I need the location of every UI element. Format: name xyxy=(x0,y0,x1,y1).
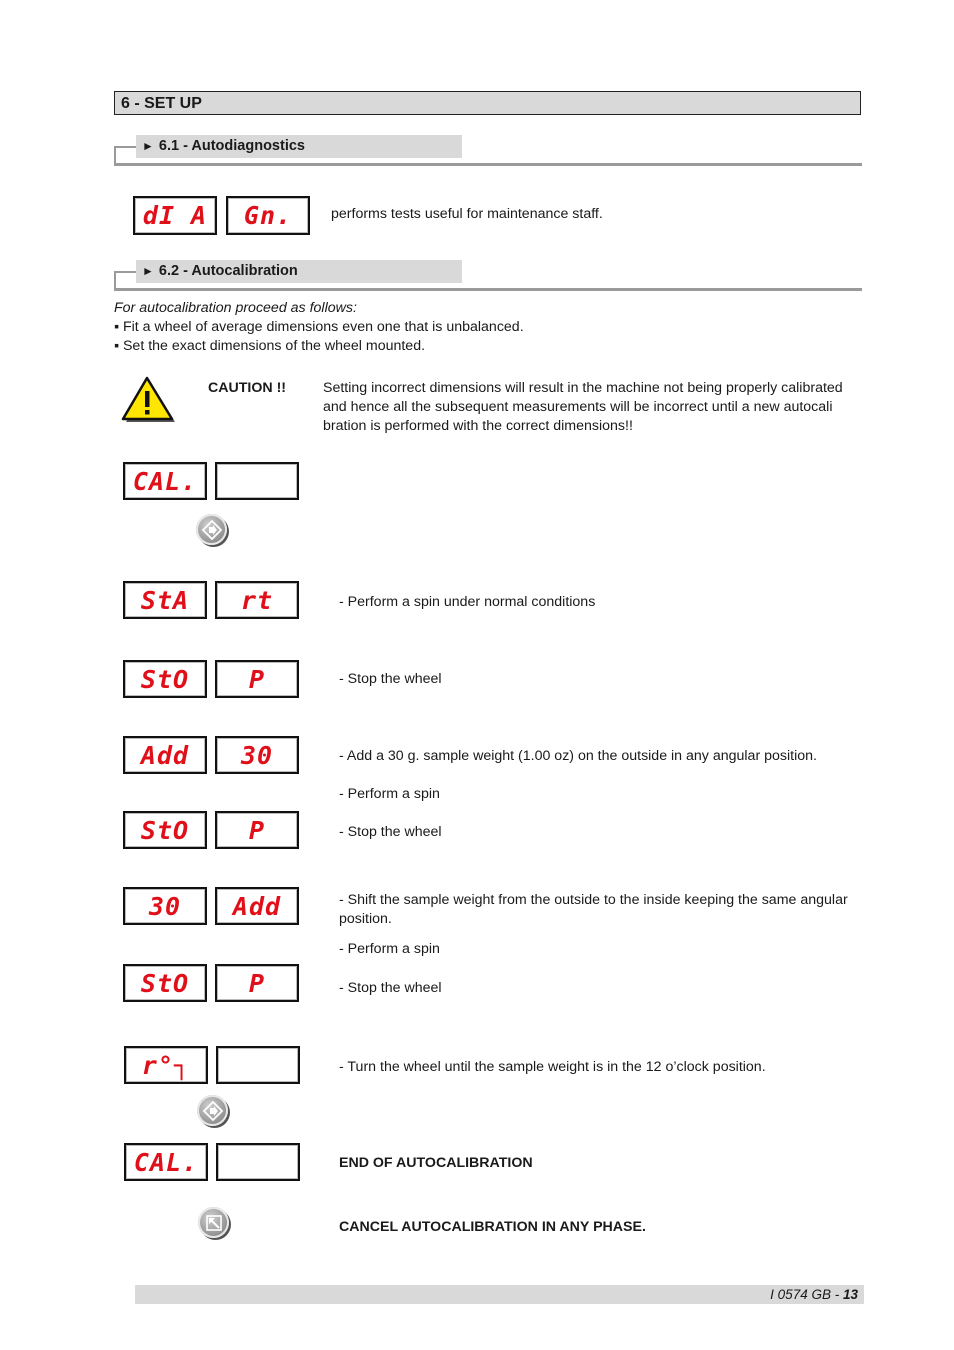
led-display-add-2: Add xyxy=(215,887,299,925)
subsection-title-text: 6.2 - Autocalibration xyxy=(158,263,298,279)
enter-arrow-icon xyxy=(201,519,223,541)
led-display-p-3: P xyxy=(215,964,299,1002)
enter-arrow-icon xyxy=(202,1100,224,1122)
step-text-stop-2: - Stop the wheel xyxy=(339,824,442,840)
intro-bullet-2: ▪ Set the exact dimensions of the wheel mounted. xyxy=(114,338,426,354)
led-display-30-1: 30 xyxy=(215,736,299,774)
led-display-blank-3 xyxy=(216,1143,300,1181)
led-display-rotate: r°┐ xyxy=(124,1046,208,1084)
diag-description: performs tests useful for maintenance staff. xyxy=(331,206,603,222)
caution-line-3: bration is performed with the correct dimensions!! xyxy=(323,418,633,434)
exit-button[interactable] xyxy=(198,1207,229,1238)
exit-arrow-icon xyxy=(204,1213,224,1233)
step-text-shift-weight-1: - Shift the sample weight from the outside to the inside keeping the same angular xyxy=(339,892,848,908)
led-display-diag-1: dI A xyxy=(133,196,217,235)
caution-label: CAUTION !! xyxy=(208,380,287,396)
subsection-title-autocalibration xyxy=(136,260,462,283)
subsection-title-autodiagnostics xyxy=(136,135,462,158)
led-display-sto-2: StO xyxy=(123,811,207,849)
document-code: I 0574 GB - xyxy=(770,1287,843,1302)
step-text-perform-spin-1: - Perform a spin xyxy=(339,786,440,802)
enter-button[interactable] xyxy=(197,1095,228,1126)
led-display-sta: StA xyxy=(123,581,207,619)
subsection-title-text: 6.1 - Autodiagnostics xyxy=(158,138,305,154)
step-text-add-weight: - Add a 30 g. sample weight (1.00 oz) on the outside in any angular position. xyxy=(339,748,817,764)
step-text-perform-spin-2: - Perform a spin xyxy=(339,941,440,957)
led-display-blank-1 xyxy=(215,462,299,500)
led-display-cal-2: CAL. xyxy=(124,1143,208,1181)
triangle-bullet-icon: ► xyxy=(142,139,154,153)
led-display-diag-2: Gn. xyxy=(226,196,310,235)
led-display-30-2: 30 xyxy=(123,887,207,925)
led-display-blank-2 xyxy=(216,1046,300,1084)
enter-button[interactable] xyxy=(196,514,227,545)
step-text-stop-1: - Stop the wheel xyxy=(339,671,442,687)
step-text-shift-weight-2: position. xyxy=(339,911,392,927)
caution-line-1: Setting incorrect dimensions will result in the machine not being properly calibrated xyxy=(323,380,843,396)
step-text-spin: - Perform a spin under normal conditions xyxy=(339,594,596,610)
step-text-turn-wheel: - Turn the wheel until the sample weight is in the 12 o’clock position. xyxy=(339,1059,766,1075)
cancel-autocalibration-text: CANCEL AUTOCALIBRATION IN ANY PHASE. xyxy=(339,1219,646,1235)
intro-bullet-1: ▪ Fit a wheel of average dimensions even one that is unbalanced. xyxy=(114,319,524,335)
warning-triangle-icon xyxy=(121,376,177,424)
triangle-bullet-icon: ► xyxy=(142,264,154,278)
intro-lead: For autocalibration proceed as follows: xyxy=(114,300,357,316)
step-text-stop-3: - Stop the wheel xyxy=(339,980,442,996)
end-autocalibration-text: END OF AUTOCALIBRATION xyxy=(339,1155,533,1171)
led-display-p-1: P xyxy=(215,660,299,698)
led-display-sto-3: StO xyxy=(123,964,207,1002)
led-display-p-2: P xyxy=(215,811,299,849)
section-title: 6 - SET UP xyxy=(114,91,861,115)
led-display-rt: rt xyxy=(215,581,299,619)
page-number: 13 xyxy=(842,1287,858,1302)
page-footer xyxy=(135,1285,864,1304)
caution-line-2: and hence all the subsequent measurements will be incorrect until a new autocali xyxy=(323,399,833,415)
led-display-cal-1: CAL. xyxy=(123,462,207,500)
led-display-sto-1: StO xyxy=(123,660,207,698)
led-display-add-1: Add xyxy=(123,736,207,774)
